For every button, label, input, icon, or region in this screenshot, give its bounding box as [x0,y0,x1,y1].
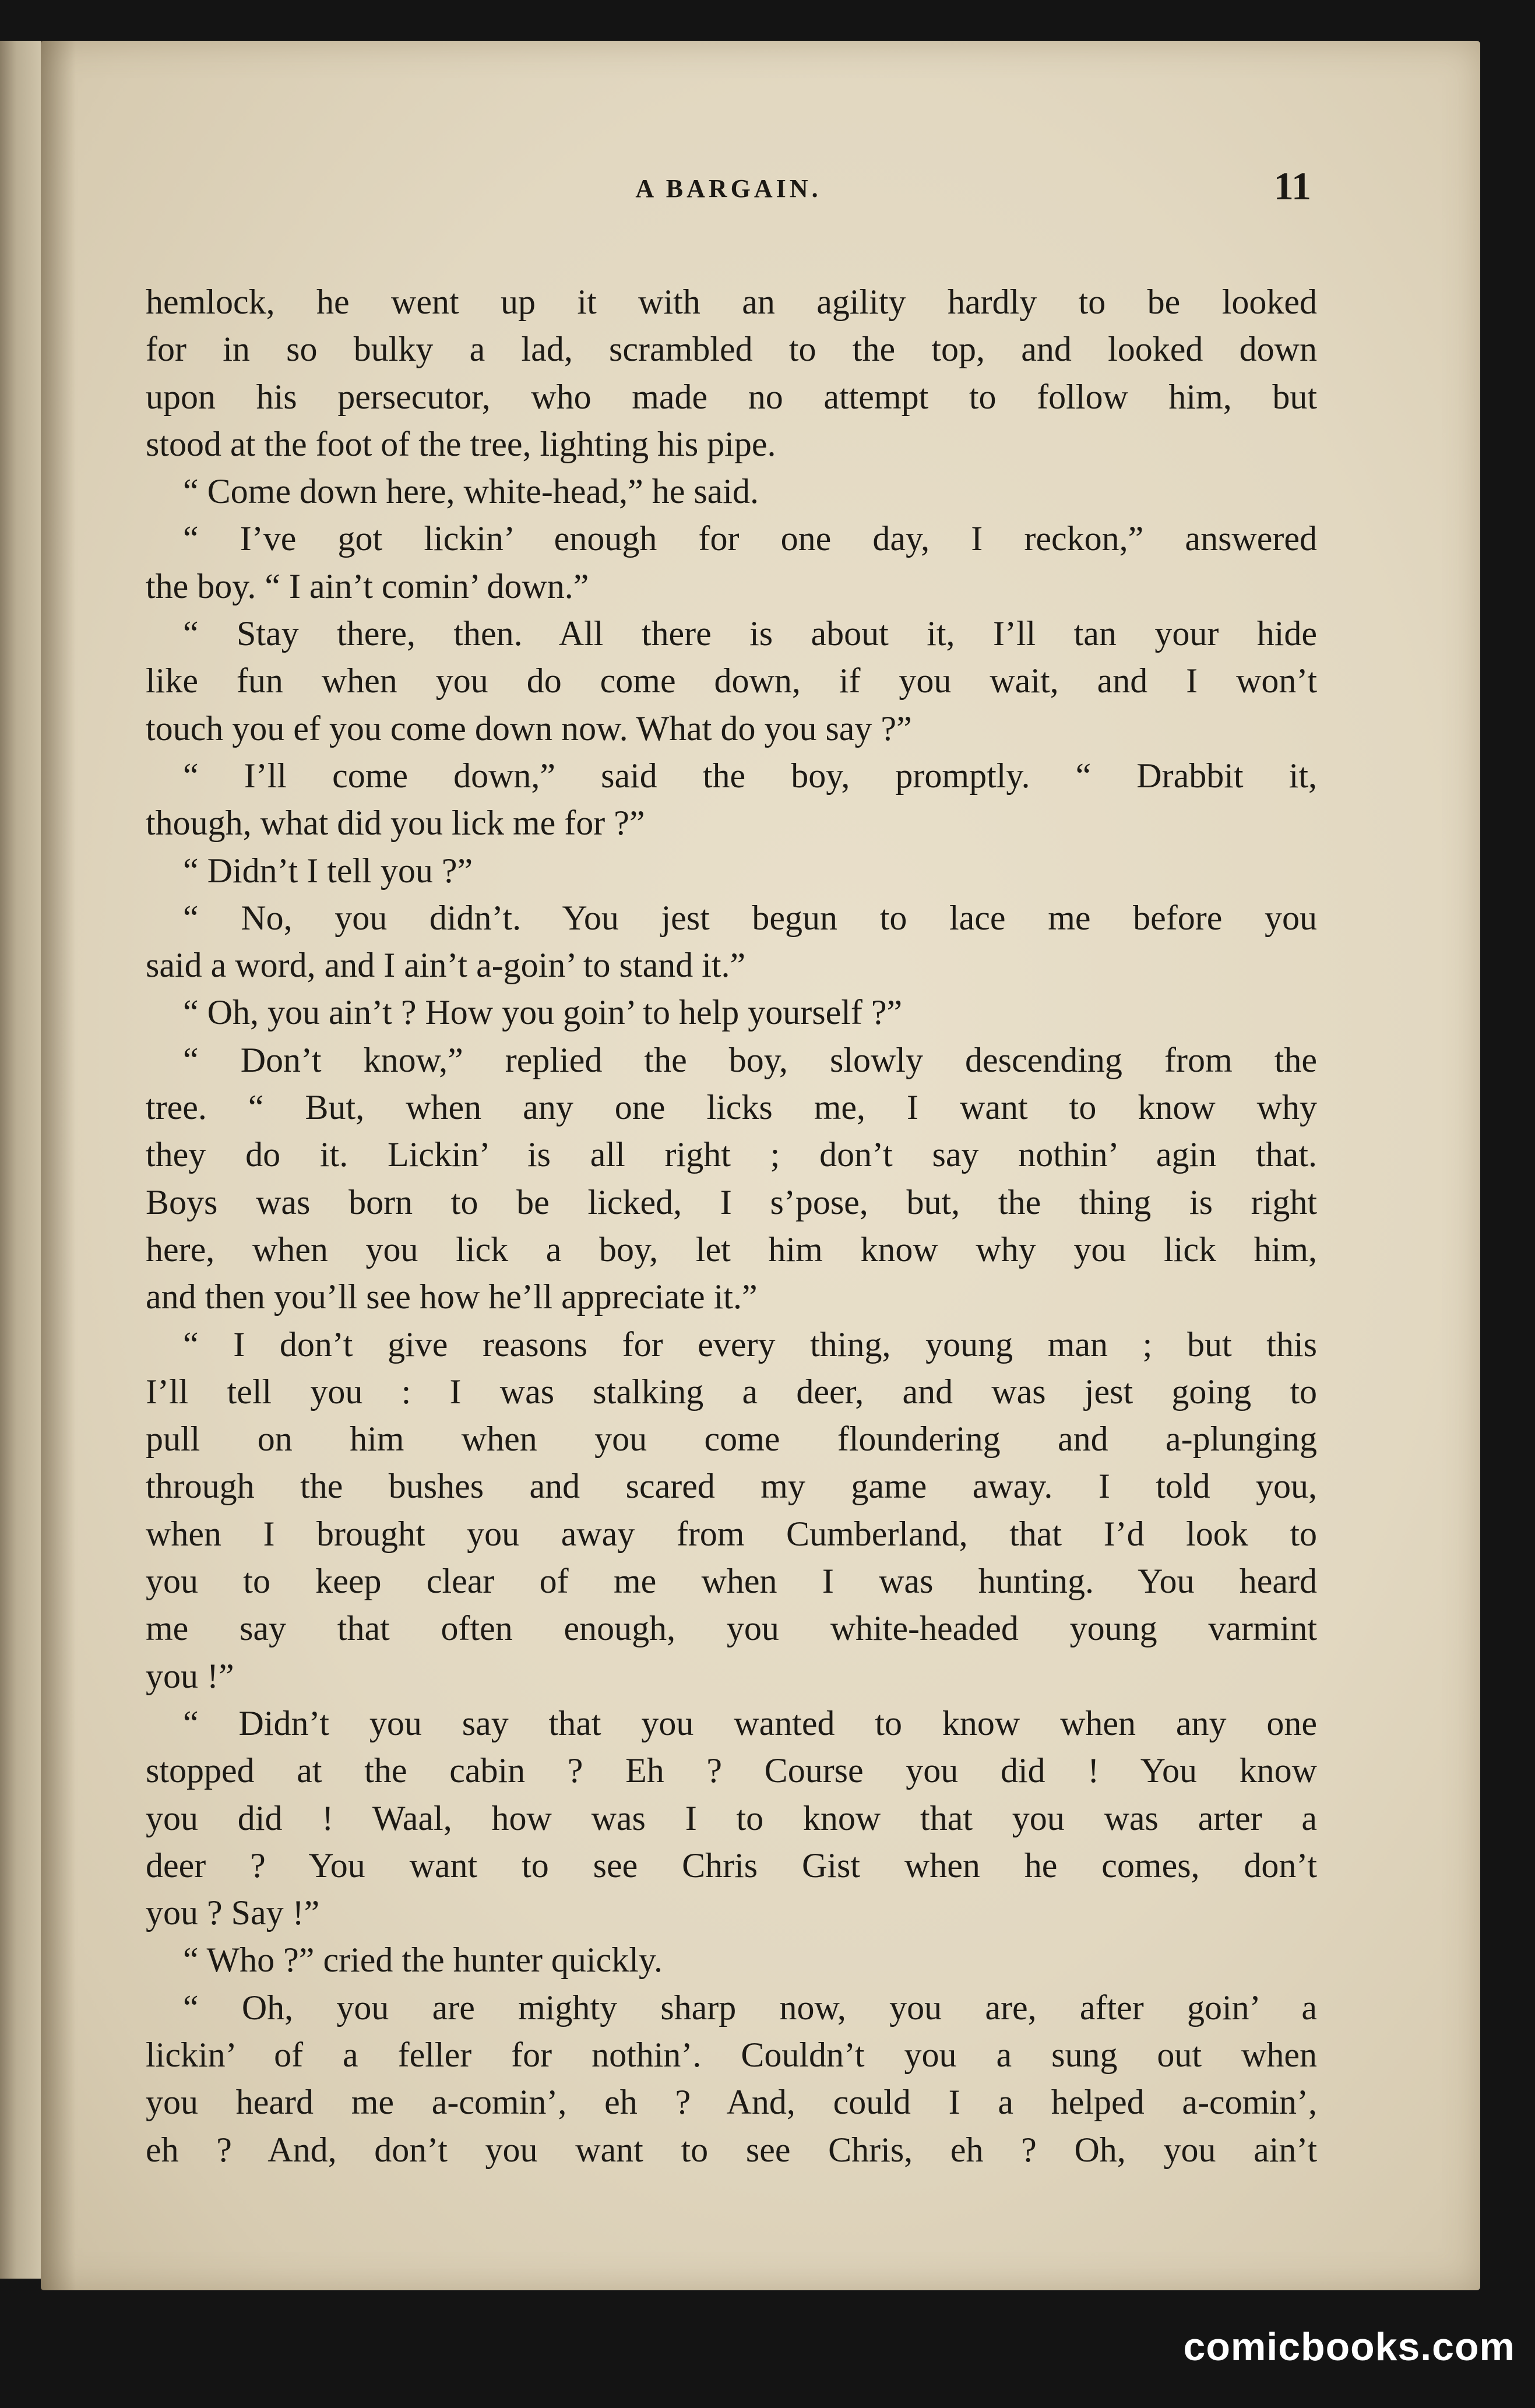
text-line: “ I don’t give reasons for every thing, young man ; but this [183,1325,1317,1364]
text-line: stood at the foot of the tree, lighting his pipe. [146,424,776,463]
text-line: “ Don’t know,” replied the boy, slowly descending from the [183,1040,1317,1079]
text-line: said a word, and I ain’t a-goin’ to stand it.” [146,946,746,985]
text-line: I’ll tell you : I was stalking a deer, and was jest going to [146,1372,1317,1411]
text-line: Boys was born to be licked, I s’pose, but, the thing is right [146,1182,1317,1221]
body-text [146,279,1317,2174]
text-line: upon his persecutor, who made no attempt to follow him, but [146,377,1317,416]
text-line: “ Didn’t I tell you ?” [183,851,473,890]
text-line: “ Oh, you are mighty sharp now, you are, after goin’ a [183,1988,1317,2027]
text-line: “ Who ?” cried the hunter quickly. [183,1941,663,1980]
text-line: you heard me a-comin’, eh ? And, could I a helped a-comin’, [146,2083,1317,2122]
text-line: “ Stay there, then. All there is about it, I’ll tan your hide [183,614,1317,653]
text-line: for in so bulky a lad, scrambled to the top, and looked down [146,330,1317,369]
text-line: “ No, you didn’t. You jest begun to lace me before you [183,898,1317,937]
page-header-title: A BARGAIN. [635,174,822,203]
text-line: hemlock, he went up it with an agility hardly to be looked [146,283,1317,321]
text-line: and then you’ll see how he’ll appreciate it.” [146,1277,758,1316]
text-line: here, when you lick a boy, let him know why you lick him, [146,1230,1317,1269]
text-line: “ I’ll come down,” said the boy, promptly. “ Drabbit it, [183,756,1317,795]
text-line: me say that often enough, you white-headed young varmint [146,1609,1317,1648]
running-head [146,156,1311,214]
text-line: “ Oh, you ain’t ? How you goin’ to help yourself ?” [183,993,903,1032]
text-line: eh ? And, don’t you want to see Chris, eh ? Oh, you ain’t [146,2130,1317,2169]
text-line: “ Didn’t you say that you wanted to know when any one [183,1703,1317,1742]
text-line: you ? Say !” [146,1893,320,1932]
text-line: touch you ef you come down now. What do you say ?” [146,709,912,748]
text-line: “ I’ve got lickin’ enough for one day, I reckon,” answered [183,519,1317,558]
text-line: through the bushes and scared my game away. I told you, [146,1467,1317,1506]
watermark: comicbooks.com [1183,2325,1515,2369]
text-line: pull on him when you come floundering and a-plunging [146,1420,1317,1459]
spine-shadow [41,41,76,2290]
text-line: you !” [146,1656,234,1695]
text-line: you to keep clear of me when I was hunting. You heard [146,1562,1317,1601]
text-line: tree. “ But, when any one licks me, I want to know why [146,1088,1317,1127]
text-line: when I brought you away from Cumberland, that I’d look to [146,1514,1317,1553]
text-line: deer ? You want to see Chris Gist when he comes, don’t [146,1846,1317,1885]
text-line: like fun when you do come down, if you wait, and I won’t [146,661,1317,700]
text-line: though, what did you lick me for ?” [146,804,645,843]
text-line: lickin’ of a feller for nothin’. Couldn’t you a sung out when [146,2035,1317,2074]
text-line: they do it. Lickin’ is all right ; don’t say nothin’ agin that. [146,1135,1317,1174]
text-line: stopped at the cabin ? Eh ? Course you did ! You know [146,1751,1317,1790]
previous-page-edge [0,41,44,2279]
text-line: “ Come down here, white-head,” he said. [183,472,759,511]
text-line: you did ! Waal, how was I to know that you was arter a [146,1798,1317,1837]
page-number: 11 [1273,164,1311,208]
text-line: the boy. “ I ain’t comin’ down.” [146,566,589,605]
